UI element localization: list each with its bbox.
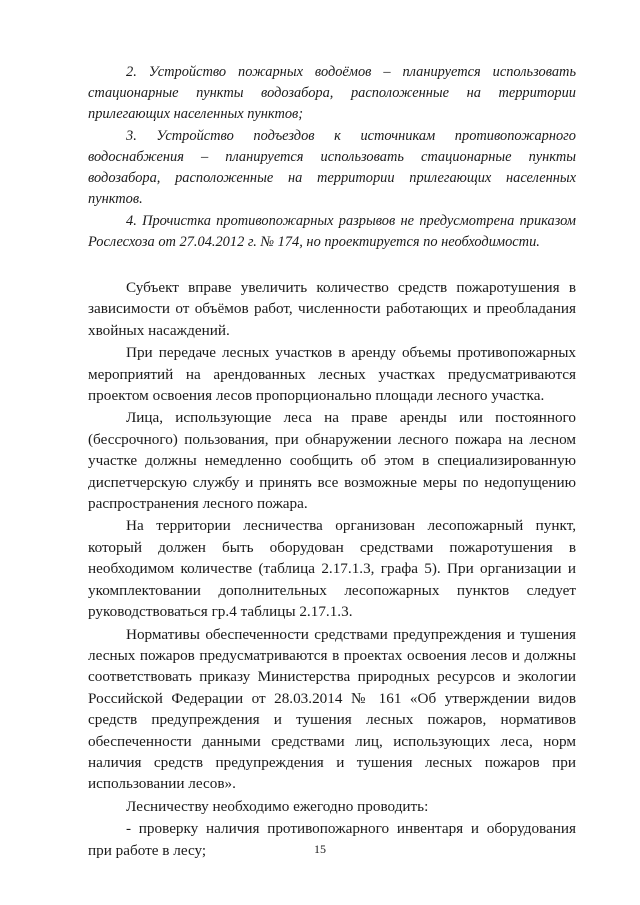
paragraph-fire-station: На территории лесничества организован лесопожарный пункт, который должен быть оборудован средствами пожаротушения в необходимом количестве (таблица 2.17.1.3, графа 5). При организации и укомплектовании дополнительных лесопожарных пунктов следует руководствоваться гр.4 таблицы 2.17.1.3.: [88, 517, 576, 621]
paragraph-extinguishing-means: Субъект вправе увеличить количество средств пожаротушения в зависимости от объёмов работ, численности работающих и преобладания хвойных насаждений.: [88, 279, 576, 339]
page-number: 15: [314, 842, 326, 856]
italic-item-3: 3. Устройство подъездов к источникам противопожарного водоснабжения – планируется использовать стационарные пункты водозабора, расположенные на территории прилегающих населенных пунктов.: [88, 128, 576, 207]
paragraph-annual-tasks: Лесничеству необходимо ежегодно проводить:: [126, 797, 429, 815]
document-page: [88, 62, 576, 861]
paragraph-fire-report: Лица, использующие леса на праве аренды или постоянного (бессрочного) пользования, при обнаружении лесного пожара на лесном участке должны немедленно сообщить об этом в специализированную диспетчерскую службу и принять все возможные меры по недопущению распространения лесного пожара.: [88, 409, 576, 513]
paragraph-norms: Нормативы обеспеченности средствами предупреждения и тушения лесных пожаров предусматриваются в проектах освоения лесов и должны соответствовать приказу Министерства природных ресурсов и экологии Российской Федерации от 28.03.2014 № 161 «Об утверждении видов средств предупреждения и тушения лесных пожаров, нормативов обеспеченности данными средствами лиц, использующих леса, норм наличия средств предупреждения и тушения лесных пожаров при использовании лесов».: [88, 625, 576, 793]
italic-item-4: 4. Прочистка противопожарных разрывов не предусмотрена приказом Рослесхоза от 27.04.2012 г. № 174, но проектируется по необходимости.: [88, 213, 576, 250]
section-gap: [88, 254, 576, 277]
paragraph-lease-transfer: При передаче лесных участков в аренду объемы противопожарных мероприятий на арендованных лесных участках предусматриваются проектом освоения лесов пропорционально площади лесного участка.: [88, 344, 576, 405]
italic-item-2: 2. Устройство пожарных водоёмов – планируется использовать стационарные пункты водозабора, расположенные на территории прилегающих населенных пунктов;: [88, 64, 576, 122]
paragraph-inventory-check: - проверку наличия противопожарного инвентаря и оборудования при работе в лесу;: [88, 820, 576, 859]
